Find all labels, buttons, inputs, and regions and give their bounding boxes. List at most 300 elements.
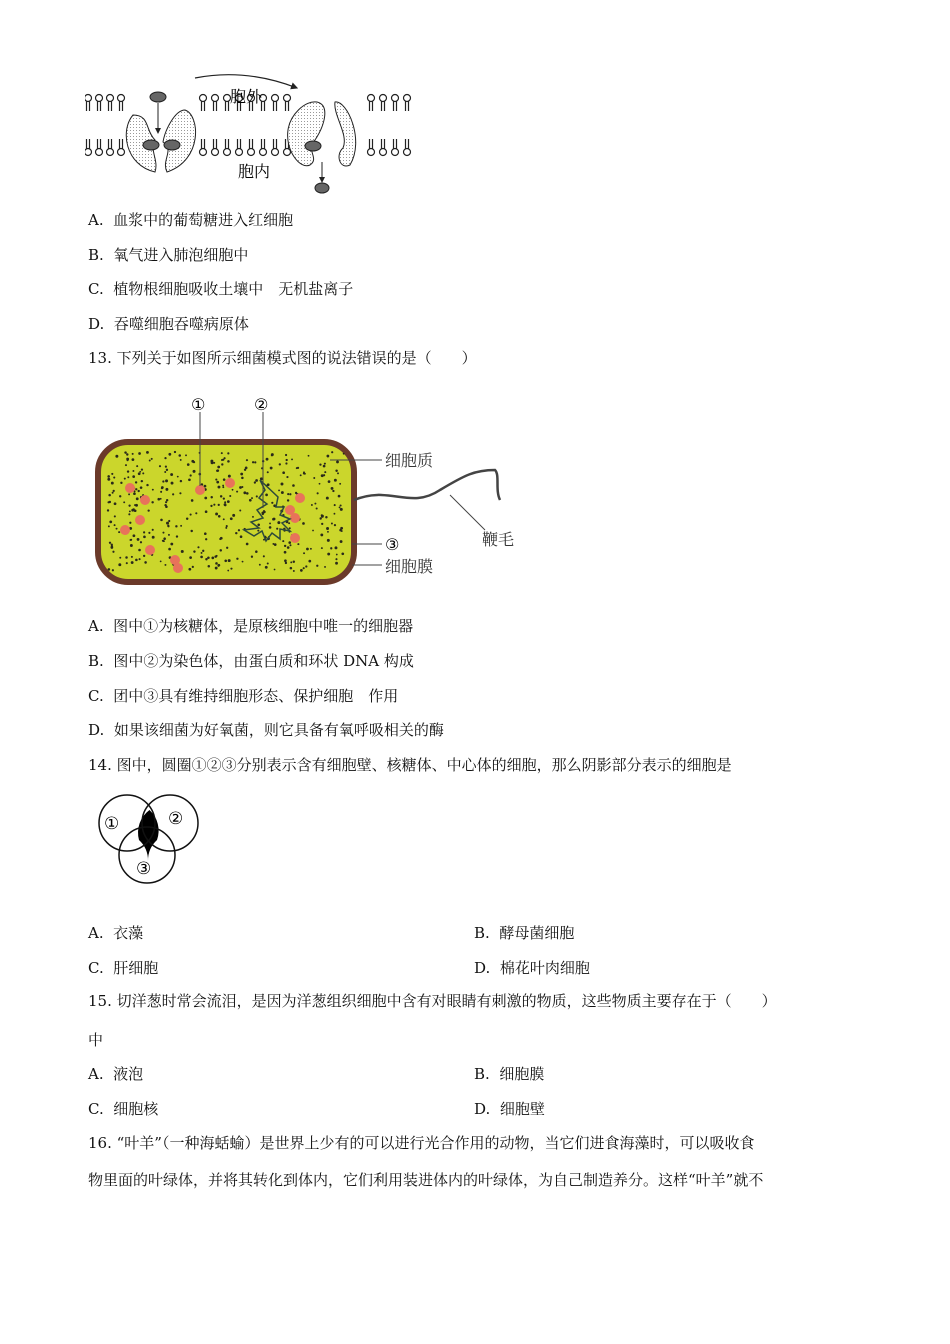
ribosome-dot — [213, 462, 215, 464]
ribosome-dot — [326, 497, 329, 500]
q14-option-b[interactable]: B. 酵母菌细胞 — [474, 924, 575, 942]
ribosome-dot — [338, 495, 341, 498]
ribosome-dot — [272, 518, 275, 521]
ribosome-dot — [180, 459, 182, 461]
ribosome-dot — [271, 502, 273, 504]
ribosome-dot — [151, 501, 153, 503]
ribosome-dot — [157, 498, 160, 501]
ribosome-dot — [165, 501, 167, 503]
ribosome-dot — [334, 513, 336, 515]
ribosome-dot — [188, 568, 191, 571]
ribosome-dot — [308, 560, 311, 563]
ribosome-dot — [238, 529, 240, 531]
ribosome-dot — [331, 487, 334, 490]
ribosome-dot — [176, 535, 178, 537]
q16-stem-line2: 物里面的叶绿体，并将其转化到体内，它们利用装进体内的叶绿体，为自己制造养分。这样“叶羊”就不 — [88, 1171, 764, 1189]
ribosome-dot — [286, 459, 288, 461]
ribosome-dot — [178, 454, 181, 457]
ribosome-dot — [334, 504, 336, 506]
ribosome-dot — [132, 475, 135, 478]
q14-option-d[interactable]: D. 棉花叶肉细胞 — [474, 959, 590, 977]
ribosome-dot — [142, 472, 144, 474]
ribosome-dot — [332, 490, 334, 492]
ribosome-dot — [113, 476, 115, 478]
ribosome-dot — [210, 460, 213, 463]
ribosome-dot — [230, 568, 232, 570]
ribosome-dot — [265, 566, 268, 569]
ribosome-dot — [191, 499, 194, 502]
ribosome-dot — [281, 483, 284, 486]
ribosome-dot — [236, 558, 238, 560]
ribosome-dot — [226, 547, 228, 549]
ribosome-dot — [107, 501, 109, 503]
ribosome-dot — [229, 495, 231, 497]
ribosome-dot — [319, 517, 321, 519]
ribosome-dot — [274, 569, 276, 571]
ribosome-dot — [290, 567, 293, 570]
ribosome-dot — [202, 550, 204, 552]
ribosome-dot — [297, 543, 299, 545]
ribosome-dot — [137, 490, 139, 492]
ribosome-dot — [327, 553, 330, 556]
q15-option-b[interactable]: B. 细胞膜 — [474, 1065, 545, 1083]
ribosome-dot — [290, 544, 292, 546]
ribosome-dot — [221, 463, 223, 465]
ribosome-dot — [137, 538, 140, 541]
ribosome-dot — [165, 479, 168, 482]
ribosome-dot — [168, 548, 171, 551]
ribosome-dot — [254, 481, 256, 483]
ribosome-dot — [328, 480, 331, 483]
ribosome-dot — [289, 493, 291, 495]
ribosome-dot — [148, 510, 150, 512]
ribosome-dot — [131, 561, 134, 564]
ribosome-dot — [215, 567, 218, 570]
ribosome-dot — [284, 551, 287, 554]
ribosome-dot — [279, 463, 281, 465]
ribosome-dot — [141, 480, 143, 482]
ribosome-dot — [217, 565, 219, 567]
ribosome-dot — [251, 556, 253, 558]
ribosome-dot — [112, 569, 114, 571]
ribosome-dot — [270, 467, 273, 470]
ribosome-dot — [124, 478, 126, 480]
ribosome-dot — [152, 536, 155, 539]
ribosome-dot — [339, 529, 342, 532]
ribosome-dot — [166, 469, 168, 471]
venn-label-1: ① — [104, 814, 120, 834]
ribosome-dot — [339, 483, 341, 485]
ribosome-dot — [221, 452, 223, 454]
q12-option-d[interactable]: D. 吞噬细胞吞噬病原体 — [88, 315, 249, 333]
ribosome-dot — [205, 558, 207, 560]
ribosome-dot — [287, 546, 290, 549]
ribosome-dot — [261, 511, 264, 514]
ribosome-dot — [108, 568, 111, 571]
ribosome-dot — [138, 549, 141, 552]
ribosome-dot — [343, 453, 345, 455]
cytoplasm-label: 细胞质 — [385, 451, 434, 470]
ribosome-dot — [171, 482, 174, 485]
ribosome-dot — [127, 470, 129, 472]
q14-stem: 14. 图中，圆圈①②③分别表示含有细胞壁、核糖体、中心体的细胞，那么阴影部分表示的细胞是 — [88, 756, 732, 774]
ribosome-dot — [305, 565, 307, 567]
inside-label: 胞内 — [238, 162, 271, 181]
ribosome-dot — [263, 555, 265, 557]
ribosome-dot — [274, 543, 277, 546]
ribosome-dot — [217, 486, 220, 489]
ribosome-dot — [160, 491, 162, 493]
ribosome-dot — [201, 552, 203, 554]
ribosome-dot — [174, 451, 176, 453]
ribosome-dot — [218, 504, 220, 506]
ribosome-dot — [256, 495, 258, 497]
ribosome-dot — [210, 505, 212, 507]
ribosome-dot — [129, 522, 131, 524]
ribosome-dot — [211, 496, 213, 498]
marker-3: ③ — [385, 535, 400, 554]
flagellum-label: 鞭毛 — [482, 530, 515, 549]
q13-option-a[interactable]: A. 图中①为核糖体，是原核细胞中唯一的细胞器 — [88, 617, 414, 635]
ribosome-granule — [290, 513, 300, 523]
q15-stem: 15. 切洋葱时常会流泪，是因为洋葱组织细胞中含有对眼睛有刺激的物质，这些物质主要存在于（ ） — [88, 992, 777, 1010]
ribosome-dot — [278, 489, 280, 491]
ribosome-dot — [286, 476, 288, 478]
ribosome-dot — [276, 528, 278, 530]
ribosome-dot — [146, 451, 149, 454]
ribosome-dot — [180, 480, 182, 482]
ribosome-dot — [164, 471, 166, 473]
ribosome-dot — [141, 469, 143, 471]
ribosome-dot — [323, 465, 326, 468]
ribosome-dot — [160, 498, 162, 500]
q13-option-d[interactable]: D. 如果该细菌为好氧菌，则它具备有氧呼吸相关的酶 — [88, 721, 444, 739]
ribosome-dot — [313, 477, 315, 479]
ribosome-dot — [180, 525, 182, 527]
ribosome-dot — [130, 544, 133, 547]
ribosome-dot — [108, 525, 110, 527]
ribosome-dot — [297, 467, 299, 469]
q13-stem: 13. 下列关于如图所示细菌模式图的说法错误的是（ ） — [88, 349, 477, 367]
ribosome-dot — [316, 507, 318, 509]
ribosome-dot — [162, 540, 164, 542]
ribosome-dot — [287, 499, 289, 501]
ribosome-dot — [205, 538, 207, 540]
ribosome-dot — [293, 570, 295, 572]
ribosome-dot — [331, 451, 333, 453]
ribosome-dot — [269, 526, 272, 529]
ribosome-granule — [140, 495, 150, 505]
ribosome-dot — [232, 489, 234, 491]
ribosome-dot — [226, 525, 228, 527]
ribosome-dot — [118, 531, 120, 533]
ribosome-dot — [321, 515, 324, 518]
ribosome-dot — [240, 473, 243, 476]
ribosome-dot — [114, 524, 116, 526]
ribosome-dot — [319, 463, 321, 465]
q13-option-c[interactable]: C. 团中③具有维持细胞形态、保护细胞 作用 — [88, 687, 399, 705]
ribosome-dot — [165, 505, 168, 508]
ribosome-granule — [290, 533, 300, 543]
ribosome-dot — [126, 562, 128, 564]
ribosome-dot — [239, 486, 242, 489]
ribosome-dot — [227, 500, 230, 503]
ribosome-dot — [132, 458, 135, 461]
ribosome-dot — [246, 543, 249, 546]
ribosome-dot — [113, 490, 115, 492]
ribosome-dot — [115, 455, 118, 458]
ribosome-dot — [193, 461, 195, 463]
ribosome-dot — [246, 459, 248, 461]
ribosome-dot — [185, 454, 187, 456]
ribosome-dot — [218, 515, 221, 518]
ribosome-dot — [217, 466, 220, 469]
ribosome-dot — [255, 479, 258, 482]
ribosome-dot — [166, 499, 168, 501]
ribosome-dot — [335, 562, 338, 565]
ribosome-dot — [282, 540, 284, 542]
ribosome-dot — [160, 560, 162, 562]
ribosome-dot — [255, 550, 258, 553]
ribosome-dot — [134, 504, 136, 506]
ribosome-granule — [173, 563, 183, 573]
venn-label-2: ② — [168, 809, 184, 829]
ribosome-dot — [293, 561, 295, 563]
membrane-label: 细胞膜 — [385, 557, 434, 576]
ribosome-dot — [130, 539, 132, 541]
ribosome-dot — [175, 525, 177, 527]
ribosome-dot — [114, 502, 117, 505]
ribosome-dot — [131, 556, 133, 558]
ribosome-dot — [112, 551, 114, 553]
ribosome-dot — [230, 517, 233, 520]
q14-option-c[interactable]: C. 肝细胞 — [88, 959, 159, 977]
ribosome-dot — [302, 522, 305, 525]
ribosome-dot — [200, 556, 203, 559]
ribosome-dot — [165, 466, 167, 468]
ribosome-dot — [331, 522, 333, 524]
ribosome-dot — [284, 545, 286, 547]
ribosome-dot — [311, 504, 313, 506]
ribosome-dot — [213, 504, 215, 506]
ribosome-dot — [224, 504, 226, 506]
ribosome-dot — [334, 524, 336, 526]
ribosome-dot — [197, 546, 199, 548]
ribosome-dot — [239, 509, 241, 511]
venn-label-3: ③ — [136, 859, 152, 879]
ribosome-dot — [161, 487, 163, 489]
ribosome-dot — [327, 531, 329, 533]
ribosome-dot — [123, 501, 125, 503]
ribosome-dot — [168, 525, 170, 527]
ribosome-dot — [134, 509, 137, 512]
ribosome-dot — [308, 455, 310, 457]
ribosome-dot — [109, 521, 112, 524]
ribosome-dot — [340, 504, 342, 506]
ribosome-dot — [132, 470, 134, 472]
ribosome-dot — [242, 561, 244, 563]
ribosome-dot — [228, 475, 231, 478]
ribosome-dot — [111, 544, 113, 546]
ribosome-dot — [136, 497, 139, 500]
ribosome-granule — [295, 493, 305, 503]
q14-option-a[interactable]: A. 衣藻 — [88, 924, 144, 942]
ribosome-granule — [145, 545, 155, 555]
ribosome-dot — [162, 532, 164, 534]
ribosome-granule — [135, 515, 145, 525]
ribosome-dot — [172, 493, 174, 495]
ribosome-dot — [341, 552, 344, 555]
ribosome-dot — [190, 474, 192, 476]
ribosome-dot — [321, 547, 323, 549]
ribosome-dot — [224, 501, 226, 503]
ribosome-dot — [249, 499, 252, 502]
ribosome-dot — [227, 570, 229, 572]
ribosome-dot — [303, 567, 305, 569]
ribosome-dot — [215, 479, 217, 481]
ribosome-dot — [284, 559, 287, 562]
ribosome-dot — [223, 497, 225, 499]
ribosome-dot — [124, 451, 126, 453]
ribosome-dot — [148, 532, 150, 534]
ribosome-dot — [146, 484, 148, 486]
ribosome-dot — [107, 475, 110, 478]
ribosome-dot — [211, 557, 214, 560]
ribosome-dot — [152, 489, 154, 491]
ribosome-dot — [221, 459, 223, 461]
ribosome-dot — [324, 463, 326, 465]
ribosome-dot — [170, 543, 173, 546]
ribosome-dot — [336, 554, 338, 556]
ribosome-dot — [127, 476, 129, 478]
ribosome-dot — [132, 453, 134, 455]
ribosome-dot — [326, 527, 329, 530]
ribosome-dot — [289, 527, 291, 529]
q15-stem-cont: 中 — [88, 1031, 104, 1049]
ribosome-dot — [287, 493, 289, 495]
ribosome-dot — [162, 480, 164, 482]
ribosome-dot — [303, 552, 305, 554]
ribosome-dot — [168, 453, 171, 456]
ribosome-dot — [281, 491, 284, 494]
q15-option-c[interactable]: C. 细胞核 — [88, 1100, 159, 1118]
ribosome-dot — [143, 531, 145, 533]
ribosome-dot — [223, 478, 226, 481]
q12-option-a[interactable]: A. 血浆中的葡萄糖进入红细胞 — [88, 211, 294, 229]
ribosome-dot — [285, 462, 287, 464]
ribosome-dot — [220, 495, 222, 497]
ribosome-dot — [143, 555, 145, 557]
ribosome-dot — [285, 454, 287, 456]
q12-option-c[interactable]: C. 植物根细胞吸收土壤中 无机盐离子 — [88, 280, 354, 298]
ribosome-dot — [252, 461, 254, 463]
ribosome-dot — [112, 492, 114, 494]
ribosome-dot — [205, 510, 208, 513]
ribosome-dot — [227, 452, 229, 454]
ribosome-dot — [107, 478, 110, 481]
ribosome-dot — [304, 473, 306, 475]
ribosome-dot — [288, 541, 291, 544]
ribosome-dot — [222, 486, 224, 488]
ribosome-dot — [240, 535, 243, 538]
ribosome-dot — [291, 458, 293, 460]
ribosome-dot — [166, 522, 169, 525]
ribosome-dot — [140, 541, 142, 543]
bacterium-figure — [90, 390, 530, 590]
ribosome-dot — [324, 471, 326, 473]
outside-label: 胞外 — [230, 87, 263, 106]
ribosome-dot — [120, 482, 122, 484]
ribosome-dot — [131, 509, 134, 512]
ribosome-dot — [335, 470, 337, 472]
ribosome-dot — [232, 514, 235, 517]
ribosome-dot — [339, 507, 341, 509]
q15-option-a[interactable]: A. 液泡 — [88, 1065, 144, 1083]
ribosome-dot — [266, 458, 269, 461]
ribosome-dot — [128, 493, 130, 495]
ribosome-dot — [336, 461, 339, 464]
ribosome-dot — [168, 534, 170, 536]
ribosome-dot — [257, 523, 260, 526]
marker-2: ② — [254, 395, 269, 414]
ribosome-dot — [254, 461, 256, 463]
ribosome-dot — [149, 459, 151, 461]
ribosome-dot — [251, 497, 253, 499]
ribosome-dot — [236, 491, 238, 493]
ribosome-granule — [195, 485, 205, 495]
ribosome-dot — [288, 522, 290, 524]
ribosome-dot — [119, 557, 121, 559]
ribosome-dot — [271, 454, 273, 456]
ribosome-dot — [325, 516, 327, 518]
q12-option-b[interactable]: B. 氧气进入肺泡细胞中 — [88, 246, 249, 264]
ribosome-dot — [164, 457, 166, 459]
ribosome-dot — [319, 483, 321, 485]
ribosome-dot — [220, 537, 223, 540]
ribosome-dot — [125, 556, 128, 559]
ribosome-dot — [135, 481, 137, 483]
ribosome-dot — [118, 563, 121, 566]
ribosome-dot — [340, 508, 343, 511]
ribosome-dot — [267, 563, 269, 565]
ribosome-dot — [152, 529, 154, 531]
ribosome-dot — [306, 548, 309, 551]
q15-option-d[interactable]: D. 细胞壁 — [474, 1100, 545, 1118]
ribosome-granule — [125, 483, 135, 493]
ribosome-dot — [168, 520, 170, 522]
ribosome-dot — [140, 486, 143, 489]
ribosome-dot — [111, 546, 114, 549]
ribosome-dot — [179, 492, 181, 494]
ribosome-dot — [165, 488, 168, 491]
ribosome-dot — [243, 491, 246, 494]
ribosome-dot — [220, 549, 222, 551]
ribosome-dot — [144, 561, 147, 564]
ribosome-dot — [128, 505, 130, 507]
ribosome-dot — [181, 550, 184, 553]
ribosome-dot — [217, 469, 220, 472]
ribosome-dot — [216, 481, 219, 484]
ribosome-dot — [324, 566, 326, 568]
ribosome-dot — [204, 497, 207, 500]
ribosome-dot — [186, 518, 188, 520]
ribosome-dot — [335, 558, 337, 560]
ribosome-dot — [188, 478, 191, 481]
ribosome-dot — [320, 533, 323, 536]
q13-option-b[interactable]: B. 图中②为染色体，由蛋白质和环状 DNA 构成 — [88, 652, 414, 670]
ribosome-dot — [300, 569, 303, 572]
ribosome-dot — [119, 495, 121, 497]
